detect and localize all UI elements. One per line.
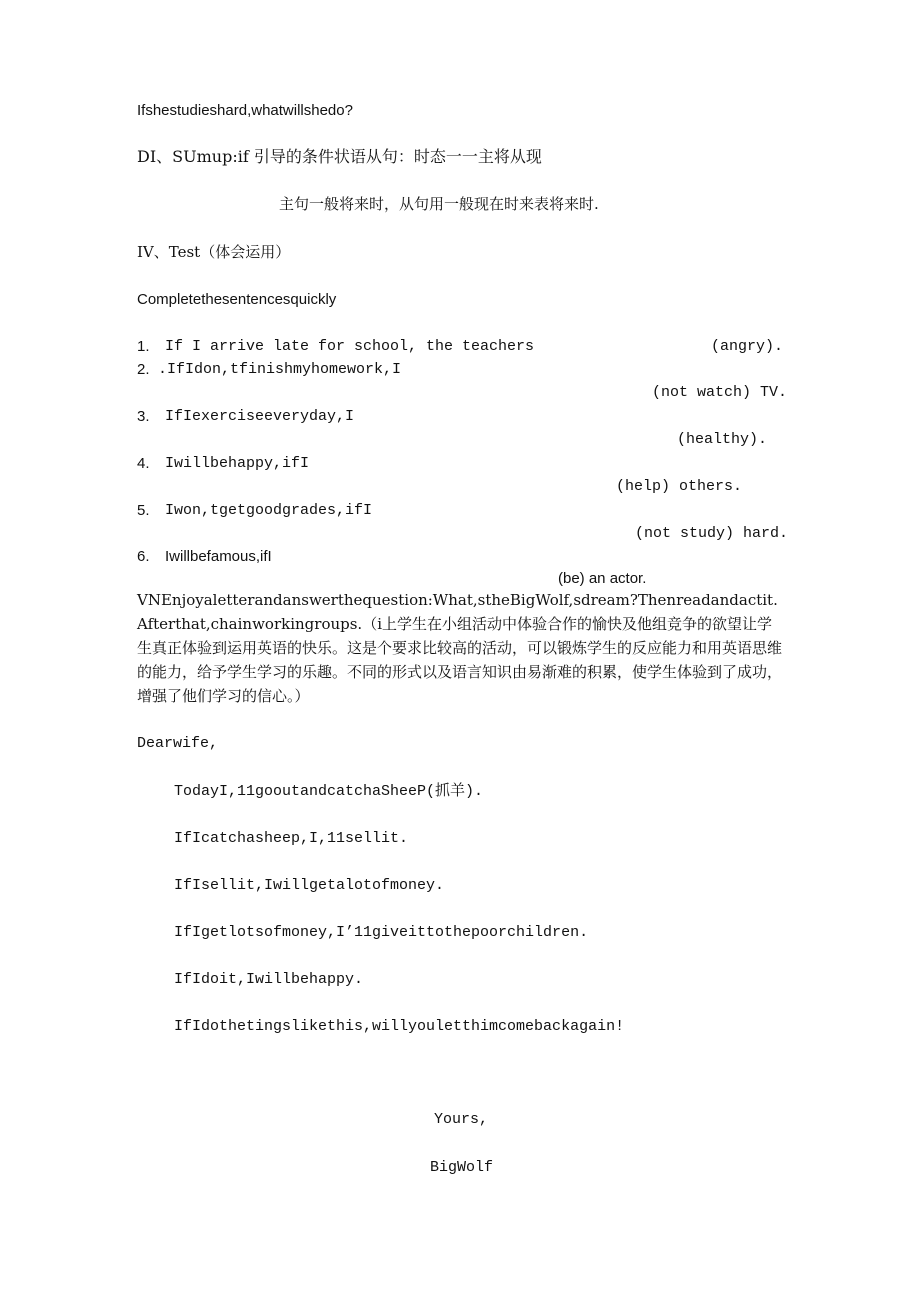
exercise-hint: (help) others.: [616, 478, 743, 495]
exercise-hint: (angry).: [711, 338, 784, 355]
exercise-hint: (not watch) TV.: [652, 384, 788, 401]
exercise-hint: (be) an actor.: [558, 570, 647, 587]
exercise-number: 4.: [137, 455, 150, 472]
exercise-hint: (healthy).: [677, 431, 768, 448]
summary-title: DI、SUmup:if 引导的条件状语从句：时态一一主将从现: [137, 147, 542, 166]
letter-line: IfIgetlotsofmoney,I’11giveittothepoorchildren.: [174, 924, 589, 941]
exercise-hint: (not study) hard.: [635, 525, 789, 542]
exercise-number: 1.: [137, 338, 150, 355]
exercise-stem: IfIexerciseeveryday,I: [165, 408, 355, 425]
exercise-stem: If I arrive late for school, the teachers: [165, 338, 535, 355]
letter-line: IfIcatchasheep,I,11sellit.: [174, 830, 409, 847]
question-line: Ifshestudieshard,whatwillshedo?: [137, 102, 353, 119]
summary-detail: 主句一般将来时，从句用一般现在时来表将来时.: [279, 195, 599, 213]
exercise-stem: .IfIdon,tfinishmyhomework,I: [158, 361, 402, 378]
letter-line: IfIsellit,Iwillgetalotofmoney.: [174, 877, 445, 894]
letter-line: IfIdothetingslikethis,willyouletthimcomebackagain!: [174, 1018, 625, 1035]
exercise-number: 2.: [137, 361, 150, 378]
letter-line: TodayI,11gooutandcatchaSheeP(抓羊).: [174, 783, 484, 800]
exercise-stem: Iwillbehappy,ifI: [165, 455, 310, 472]
exercise-stem: Iwon,tgetgoodgrades,ifI: [165, 502, 373, 519]
exercise-number: 6.: [137, 548, 150, 565]
test-title: IV、Test（体会运用）: [137, 243, 291, 261]
exercise-stem: Iwillbefamous,ifI: [165, 548, 272, 565]
letter-closing: Yours,: [434, 1111, 489, 1128]
instruction-line: Completethesentencesquickly: [137, 291, 337, 308]
activity-paragraph: VNEnjoyaletterandanswerthequestion:What,stheBigWolf,sdream?Thenreadandactit.Afterthat,chainworkingroups.（i上学生在小组活动中体验合作的愉快及他组竞争的欲望让学生真正体验到运用英语的快乐。这是个要求比较高的活动，可以锻炼学生的反应能力和用英语思维的能力，给予学生学习的乐趣。不同的形式以及语言知识由易渐难的积累，使学生体验到了成功，增强了他们学习的信心。）: [137, 591, 783, 705]
letter-greeting: Dearwife,: [137, 735, 219, 752]
letter-signature: BigWolf: [430, 1159, 494, 1176]
letter-line: IfIdoit,Iwillbehappy.: [174, 971, 364, 988]
exercise-number: 3.: [137, 408, 150, 425]
exercise-number: 5.: [137, 502, 150, 519]
